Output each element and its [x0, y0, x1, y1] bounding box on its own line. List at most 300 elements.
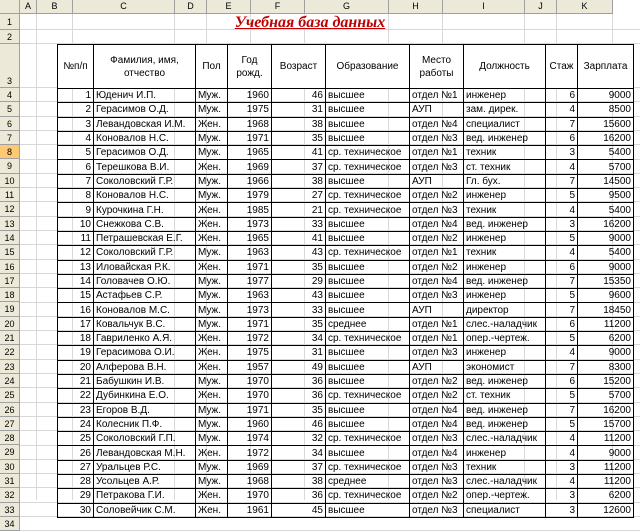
table-cell[interactable]: 5: [546, 231, 578, 245]
table-cell[interactable]: Жен.: [196, 203, 228, 217]
table-cell[interactable]: отдел №4: [410, 417, 464, 431]
table-cell[interactable]: слес.-наладчик: [464, 432, 546, 446]
table-cell[interactable]: Снежкова С.В.: [94, 217, 196, 231]
table-cell[interactable]: Жен.: [196, 360, 228, 374]
table-cell[interactable]: 4: [546, 446, 578, 460]
table-cell[interactable]: 32: [272, 432, 326, 446]
table-cell[interactable]: 4: [58, 131, 94, 145]
column-header-F[interactable]: F: [251, 0, 305, 14]
table-cell[interactable]: Ковальчук В.С.: [94, 317, 196, 331]
table-cell[interactable]: 9000: [578, 346, 634, 360]
table-cell[interactable]: отдел №1: [410, 246, 464, 260]
table-cell[interactable]: высшее: [326, 131, 410, 145]
row-header-8[interactable]: 8: [0, 145, 20, 159]
table-cell[interactable]: 15200: [578, 374, 634, 388]
table-cell[interactable]: 1969: [228, 160, 272, 174]
table-cell[interactable]: 22: [58, 389, 94, 403]
table-cell[interactable]: 23: [58, 403, 94, 417]
column-header-C[interactable]: C: [73, 0, 175, 14]
table-cell[interactable]: 1971: [228, 403, 272, 417]
table-cell[interactable]: высшее: [326, 503, 410, 517]
table-cell[interactable]: 8500: [578, 103, 634, 117]
table-cell[interactable]: 5: [546, 189, 578, 203]
table-cell[interactable]: 12: [58, 246, 94, 260]
table-cell[interactable]: высшее: [326, 174, 410, 188]
table-cell[interactable]: Соколовский Г.Р.: [94, 246, 196, 260]
table-cell[interactable]: 1975: [228, 346, 272, 360]
table-cell[interactable]: отдел №2: [410, 389, 464, 403]
table-cell[interactable]: 1972: [228, 332, 272, 346]
table-cell[interactable]: 5700: [578, 389, 634, 403]
table-cell[interactable]: Егоров В.Д.: [94, 403, 196, 417]
row-header-26[interactable]: 26: [0, 403, 20, 417]
header-cell[interactable]: Пол: [196, 45, 228, 89]
table-cell[interactable]: Соколовский Г.Р.: [94, 174, 196, 188]
table-cell[interactable]: Петрашевская Е.Г.: [94, 231, 196, 245]
column-header-A[interactable]: A: [20, 0, 37, 14]
table-cell[interactable]: 11: [58, 231, 94, 245]
table-cell[interactable]: вед. инженер: [464, 403, 546, 417]
table-cell[interactable]: Левандовская М.Н.: [94, 446, 196, 460]
table-cell[interactable]: опер.-чертеж.: [464, 489, 546, 503]
row-header-23[interactable]: 23: [0, 360, 20, 374]
table-cell[interactable]: отдел №3: [410, 432, 464, 446]
table-cell[interactable]: Муж.: [196, 432, 228, 446]
table-cell[interactable]: 1965: [228, 146, 272, 160]
table-cell[interactable]: 8: [58, 189, 94, 203]
table-cell[interactable]: ср. техническое: [326, 432, 410, 446]
table-cell[interactable]: высшее: [326, 103, 410, 117]
table-cell[interactable]: инженер: [464, 231, 546, 245]
table-cell[interactable]: 1970: [228, 489, 272, 503]
table-cell[interactable]: 17: [58, 317, 94, 331]
row-header-9[interactable]: 9: [0, 159, 20, 173]
table-cell[interactable]: 9000: [578, 231, 634, 245]
table-cell[interactable]: 1965: [228, 231, 272, 245]
table-cell[interactable]: 5400: [578, 146, 634, 160]
table-cell[interactable]: 2: [58, 103, 94, 117]
table-cell[interactable]: Коновалов М.С.: [94, 303, 196, 317]
table-cell[interactable]: 1971: [228, 131, 272, 145]
table-cell[interactable]: отдел №3: [410, 289, 464, 303]
table-cell[interactable]: 18: [58, 332, 94, 346]
table-cell[interactable]: 1966: [228, 174, 272, 188]
table-cell[interactable]: отдел №4: [410, 446, 464, 460]
table-cell[interactable]: 4: [546, 203, 578, 217]
table-cell[interactable]: 34: [272, 332, 326, 346]
row-header-16[interactable]: 16: [0, 260, 20, 274]
header-cell[interactable]: Зарплата: [578, 45, 634, 89]
column-header-G[interactable]: G: [305, 0, 389, 14]
row-header-15[interactable]: 15: [0, 245, 20, 259]
table-cell[interactable]: вед. инженер: [464, 417, 546, 431]
table-cell[interactable]: инженер: [464, 446, 546, 460]
column-header-J[interactable]: J: [525, 0, 557, 14]
table-cell[interactable]: Жен.: [196, 117, 228, 131]
table-cell[interactable]: инженер: [464, 289, 546, 303]
table-cell[interactable]: Левандовская И.М.: [94, 117, 196, 131]
table-cell[interactable]: 5400: [578, 246, 634, 260]
table-cell[interactable]: 9000: [578, 89, 634, 103]
table-cell[interactable]: 1961: [228, 503, 272, 517]
table-cell[interactable]: Жен.: [196, 346, 228, 360]
table-cell[interactable]: Муж.: [196, 403, 228, 417]
table-cell[interactable]: Муж.: [196, 475, 228, 489]
column-header-D[interactable]: D: [175, 0, 207, 14]
table-cell[interactable]: слес.-наладчик: [464, 475, 546, 489]
table-cell[interactable]: 1968: [228, 475, 272, 489]
table-cell[interactable]: 46: [272, 417, 326, 431]
table-cell[interactable]: 35: [272, 317, 326, 331]
table-cell[interactable]: Петракова Г.И.: [94, 489, 196, 503]
table-cell[interactable]: 21: [58, 374, 94, 388]
table-cell[interactable]: 16: [58, 303, 94, 317]
table-cell[interactable]: зам. дирек.: [464, 103, 546, 117]
table-cell[interactable]: ср. техническое: [326, 189, 410, 203]
table-cell[interactable]: Усольцев А.Р.: [94, 475, 196, 489]
table-cell[interactable]: Соколовский Г.П.: [94, 432, 196, 446]
table-cell[interactable]: высшее: [326, 346, 410, 360]
table-cell[interactable]: Муж.: [196, 274, 228, 288]
table-cell[interactable]: отдел №2: [410, 189, 464, 203]
table-cell[interactable]: 6: [546, 89, 578, 103]
table-cell[interactable]: инженер: [464, 89, 546, 103]
table-cell[interactable]: 6: [546, 374, 578, 388]
table-cell[interactable]: 9000: [578, 260, 634, 274]
table-cell[interactable]: 29: [58, 489, 94, 503]
table-cell[interactable]: высшее: [326, 360, 410, 374]
table-cell[interactable]: отдел №3: [410, 203, 464, 217]
table-cell[interactable]: Муж.: [196, 189, 228, 203]
table-cell[interactable]: 25: [58, 432, 94, 446]
table-cell[interactable]: 24: [58, 417, 94, 431]
table-cell[interactable]: 11200: [578, 432, 634, 446]
row-header-2[interactable]: 2: [0, 30, 20, 44]
table-cell[interactable]: инженер: [464, 346, 546, 360]
table-cell[interactable]: 36: [272, 374, 326, 388]
table-cell[interactable]: Жен.: [196, 489, 228, 503]
table-cell[interactable]: 28: [58, 475, 94, 489]
table-cell[interactable]: 7: [546, 360, 578, 374]
table-cell[interactable]: специалист: [464, 117, 546, 131]
table-cell[interactable]: 4: [546, 160, 578, 174]
table-cell[interactable]: 36: [272, 389, 326, 403]
table-cell[interactable]: Герасимов О.Д.: [94, 103, 196, 117]
table-cell[interactable]: 5700: [578, 160, 634, 174]
table-cell[interactable]: 1975: [228, 103, 272, 117]
table-cell[interactable]: 5: [546, 289, 578, 303]
table-cell[interactable]: 31: [272, 346, 326, 360]
table-cell[interactable]: Терешкова В.И.: [94, 160, 196, 174]
table-cell[interactable]: Жен.: [196, 446, 228, 460]
table-cell[interactable]: техник: [464, 146, 546, 160]
table-cell[interactable]: 9600: [578, 289, 634, 303]
table-cell[interactable]: Юденич И.П.: [94, 89, 196, 103]
table-cell[interactable]: 1963: [228, 246, 272, 260]
table-cell[interactable]: Жен.: [196, 231, 228, 245]
table-cell[interactable]: Герасимов О.Д.: [94, 146, 196, 160]
table-cell[interactable]: 6200: [578, 489, 634, 503]
column-header-B[interactable]: B: [37, 0, 73, 14]
table-cell[interactable]: 1973: [228, 217, 272, 231]
table-cell[interactable]: 38: [272, 117, 326, 131]
table-cell[interactable]: 11200: [578, 475, 634, 489]
table-cell[interactable]: Бабушкин И.В.: [94, 374, 196, 388]
table-cell[interactable]: 41: [272, 146, 326, 160]
table-cell[interactable]: высшее: [326, 446, 410, 460]
table-cell[interactable]: отдел №4: [410, 274, 464, 288]
table-cell[interactable]: 26: [58, 446, 94, 460]
table-cell[interactable]: Жен.: [196, 217, 228, 231]
table-cell[interactable]: Соловейчик С.М.: [94, 503, 196, 517]
table-cell[interactable]: высшее: [326, 274, 410, 288]
table-cell[interactable]: вед. инженер: [464, 217, 546, 231]
table-cell[interactable]: ср. техническое: [326, 332, 410, 346]
table-cell[interactable]: вед. инженер: [464, 131, 546, 145]
table-cell[interactable]: 1957: [228, 360, 272, 374]
header-cell[interactable]: Стаж: [546, 45, 578, 89]
table-cell[interactable]: 33: [272, 303, 326, 317]
table-cell[interactable]: высшее: [326, 289, 410, 303]
table-cell[interactable]: отдел №3: [410, 460, 464, 474]
table-cell[interactable]: Курочкина Г.Н.: [94, 203, 196, 217]
table-cell[interactable]: 10: [58, 217, 94, 231]
table-cell[interactable]: Дубинкина Е.О.: [94, 389, 196, 403]
table-cell[interactable]: 1971: [228, 317, 272, 331]
table-cell[interactable]: отдел №3: [410, 475, 464, 489]
table-cell[interactable]: отдел №2: [410, 374, 464, 388]
table-cell[interactable]: отдел №3: [410, 131, 464, 145]
table-cell[interactable]: высшее: [326, 303, 410, 317]
header-cell[interactable]: Должность: [464, 45, 546, 89]
row-header-7[interactable]: 7: [0, 131, 20, 145]
row-header-28[interactable]: 28: [0, 431, 20, 445]
table-cell[interactable]: 4: [546, 432, 578, 446]
row-header-11[interactable]: 11: [0, 188, 20, 202]
table-cell[interactable]: 37: [272, 160, 326, 174]
table-cell[interactable]: Уральцев Р.С.: [94, 460, 196, 474]
row-header-29[interactable]: 29: [0, 445, 20, 459]
table-cell[interactable]: отдел №2: [410, 489, 464, 503]
table-cell[interactable]: 43: [272, 289, 326, 303]
table-cell[interactable]: специалист: [464, 503, 546, 517]
table-cell[interactable]: 6: [546, 317, 578, 331]
table-cell[interactable]: 35: [272, 260, 326, 274]
table-cell[interactable]: 15700: [578, 417, 634, 431]
row-header-19[interactable]: 19: [0, 302, 20, 316]
table-cell[interactable]: Муж.: [196, 317, 228, 331]
table-cell[interactable]: ср. техническое: [326, 146, 410, 160]
table-cell[interactable]: Муж.: [196, 417, 228, 431]
table-cell[interactable]: Муж.: [196, 289, 228, 303]
header-cell[interactable]: Место работы: [410, 45, 464, 89]
table-cell[interactable]: 11200: [578, 317, 634, 331]
row-header-32[interactable]: 32: [0, 488, 20, 502]
table-cell[interactable]: Жен.: [196, 332, 228, 346]
table-cell[interactable]: отдел №2: [410, 260, 464, 274]
row-header-18[interactable]: 18: [0, 288, 20, 302]
table-cell[interactable]: Муж.: [196, 89, 228, 103]
table-cell[interactable]: ср. техническое: [326, 246, 410, 260]
table-cell[interactable]: среднее: [326, 317, 410, 331]
table-cell[interactable]: высшее: [326, 217, 410, 231]
row-header-22[interactable]: 22: [0, 345, 20, 359]
row-header-12[interactable]: 12: [0, 202, 20, 216]
table-cell[interactable]: 46: [272, 89, 326, 103]
table-cell[interactable]: 9500: [578, 189, 634, 203]
table-cell[interactable]: 35: [272, 131, 326, 145]
table-cell[interactable]: 3: [546, 460, 578, 474]
table-cell[interactable]: техник: [464, 460, 546, 474]
table-cell[interactable]: 12600: [578, 503, 634, 517]
table-cell[interactable]: ст. техник: [464, 389, 546, 403]
table-cell[interactable]: 20: [58, 360, 94, 374]
table-cell[interactable]: вед. инженер: [464, 374, 546, 388]
table-cell[interactable]: 7: [546, 403, 578, 417]
table-cell[interactable]: 16200: [578, 403, 634, 417]
table-cell[interactable]: 5: [546, 417, 578, 431]
table-cell[interactable]: 7: [546, 274, 578, 288]
table-cell[interactable]: Герасимова О.И.: [94, 346, 196, 360]
table-cell[interactable]: отдел №1: [410, 317, 464, 331]
table-cell[interactable]: 7: [546, 117, 578, 131]
table-cell[interactable]: Коновалов Н.С.: [94, 131, 196, 145]
table-cell[interactable]: 1960: [228, 89, 272, 103]
table-cell[interactable]: 1985: [228, 203, 272, 217]
table-cell[interactable]: Жен.: [196, 503, 228, 517]
row-header-6[interactable]: 6: [0, 117, 20, 131]
table-cell[interactable]: высшее: [326, 374, 410, 388]
table-cell[interactable]: 7: [58, 174, 94, 188]
table-cell[interactable]: Иловайская Р.К.: [94, 260, 196, 274]
table-cell[interactable]: высшее: [326, 231, 410, 245]
table-cell[interactable]: АУП: [410, 174, 464, 188]
table-cell[interactable]: 1968: [228, 117, 272, 131]
table-cell[interactable]: Астафьев С.Р.: [94, 289, 196, 303]
row-header-14[interactable]: 14: [0, 231, 20, 245]
table-cell[interactable]: ср. техническое: [326, 460, 410, 474]
table-cell[interactable]: 15600: [578, 117, 634, 131]
table-cell[interactable]: 1963: [228, 289, 272, 303]
table-cell[interactable]: вед. инженер: [464, 274, 546, 288]
table-cell[interactable]: отдел №4: [410, 117, 464, 131]
table-cell[interactable]: отдел №1: [410, 332, 464, 346]
header-cell[interactable]: Возраст: [272, 45, 326, 89]
table-cell[interactable]: 3: [546, 146, 578, 160]
table-cell[interactable]: 19: [58, 346, 94, 360]
row-header-3[interactable]: 3: [0, 44, 20, 88]
table-cell[interactable]: 4: [546, 103, 578, 117]
table-cell[interactable]: отдел №1: [410, 89, 464, 103]
table-cell[interactable]: Муж.: [196, 374, 228, 388]
sheet-title[interactable]: Учебная база данных: [234, 14, 386, 31]
table-cell[interactable]: 1977: [228, 274, 272, 288]
table-cell[interactable]: 1970: [228, 389, 272, 403]
row-header-13[interactable]: 13: [0, 217, 20, 231]
table-cell[interactable]: 1972: [228, 446, 272, 460]
table-cell[interactable]: 37: [272, 460, 326, 474]
table-cell[interactable]: Жен.: [196, 389, 228, 403]
table-cell[interactable]: 4: [546, 246, 578, 260]
table-cell[interactable]: Колесник П.Ф.: [94, 417, 196, 431]
table-cell[interactable]: ср. техническое: [326, 489, 410, 503]
table-cell[interactable]: 14: [58, 274, 94, 288]
table-cell[interactable]: 33: [272, 217, 326, 231]
header-cell[interactable]: Год рожд.: [228, 45, 272, 89]
row-header-31[interactable]: 31: [0, 474, 20, 488]
table-cell[interactable]: 9000: [578, 446, 634, 460]
table-cell[interactable]: отдел №4: [410, 217, 464, 231]
table-cell[interactable]: 5: [546, 332, 578, 346]
table-cell[interactable]: 8300: [578, 360, 634, 374]
row-header-10[interactable]: 10: [0, 174, 20, 188]
table-cell[interactable]: опер.-чертеж.: [464, 332, 546, 346]
table-cell[interactable]: отдел №2: [410, 231, 464, 245]
table-cell[interactable]: среднее: [326, 475, 410, 489]
table-cell[interactable]: 4: [546, 475, 578, 489]
table-cell[interactable]: Жен.: [196, 160, 228, 174]
table-cell[interactable]: 5: [546, 389, 578, 403]
table-cell[interactable]: Гавриленко А.Я.: [94, 332, 196, 346]
table-cell[interactable]: 27: [58, 460, 94, 474]
table-cell[interactable]: 18450: [578, 303, 634, 317]
header-cell[interactable]: Фамилия, имя, отчество: [94, 45, 196, 89]
row-header-34[interactable]: 34: [0, 517, 20, 531]
table-cell[interactable]: инженер: [464, 260, 546, 274]
row-header-25[interactable]: 25: [0, 388, 20, 402]
table-cell[interactable]: отдел №3: [410, 346, 464, 360]
table-cell[interactable]: 5400: [578, 203, 634, 217]
table-cell[interactable]: 6: [546, 131, 578, 145]
row-header-5[interactable]: 5: [0, 102, 20, 116]
table-cell[interactable]: Муж.: [196, 103, 228, 117]
table-cell[interactable]: техник: [464, 246, 546, 260]
table-cell[interactable]: 36: [272, 489, 326, 503]
table-cell[interactable]: Муж.: [196, 460, 228, 474]
table-cell[interactable]: 9: [58, 203, 94, 217]
table-cell[interactable]: 1: [58, 89, 94, 103]
select-all-corner[interactable]: [0, 0, 20, 14]
table-cell[interactable]: 1973: [228, 303, 272, 317]
table-cell[interactable]: 1969: [228, 460, 272, 474]
table-cell[interactable]: 30: [58, 503, 94, 517]
table-cell[interactable]: 13: [58, 260, 94, 274]
table-cell[interactable]: 6200: [578, 332, 634, 346]
table-cell[interactable]: отдел №3: [410, 503, 464, 517]
table-cell[interactable]: ср. техническое: [326, 160, 410, 174]
column-header-I[interactable]: I: [443, 0, 525, 14]
table-cell[interactable]: 7: [546, 174, 578, 188]
table-cell[interactable]: 1971: [228, 260, 272, 274]
row-header-33[interactable]: 33: [0, 503, 20, 517]
table-cell[interactable]: ср. техническое: [326, 203, 410, 217]
table-cell[interactable]: 49: [272, 360, 326, 374]
table-cell[interactable]: Муж.: [196, 131, 228, 145]
table-cell[interactable]: 11200: [578, 460, 634, 474]
row-header-30[interactable]: 30: [0, 460, 20, 474]
table-cell[interactable]: Жен.: [196, 260, 228, 274]
table-cell[interactable]: 4: [546, 346, 578, 360]
table-cell[interactable]: Муж.: [196, 174, 228, 188]
table-cell[interactable]: слес.-наладчик: [464, 317, 546, 331]
table-cell[interactable]: ст. техник: [464, 160, 546, 174]
table-cell[interactable]: Муж.: [196, 303, 228, 317]
table-cell[interactable]: высшее: [326, 260, 410, 274]
table-cell[interactable]: 1979: [228, 189, 272, 203]
table-cell[interactable]: 21: [272, 203, 326, 217]
table-cell[interactable]: отдел №3: [410, 160, 464, 174]
table-cell[interactable]: Муж.: [196, 246, 228, 260]
